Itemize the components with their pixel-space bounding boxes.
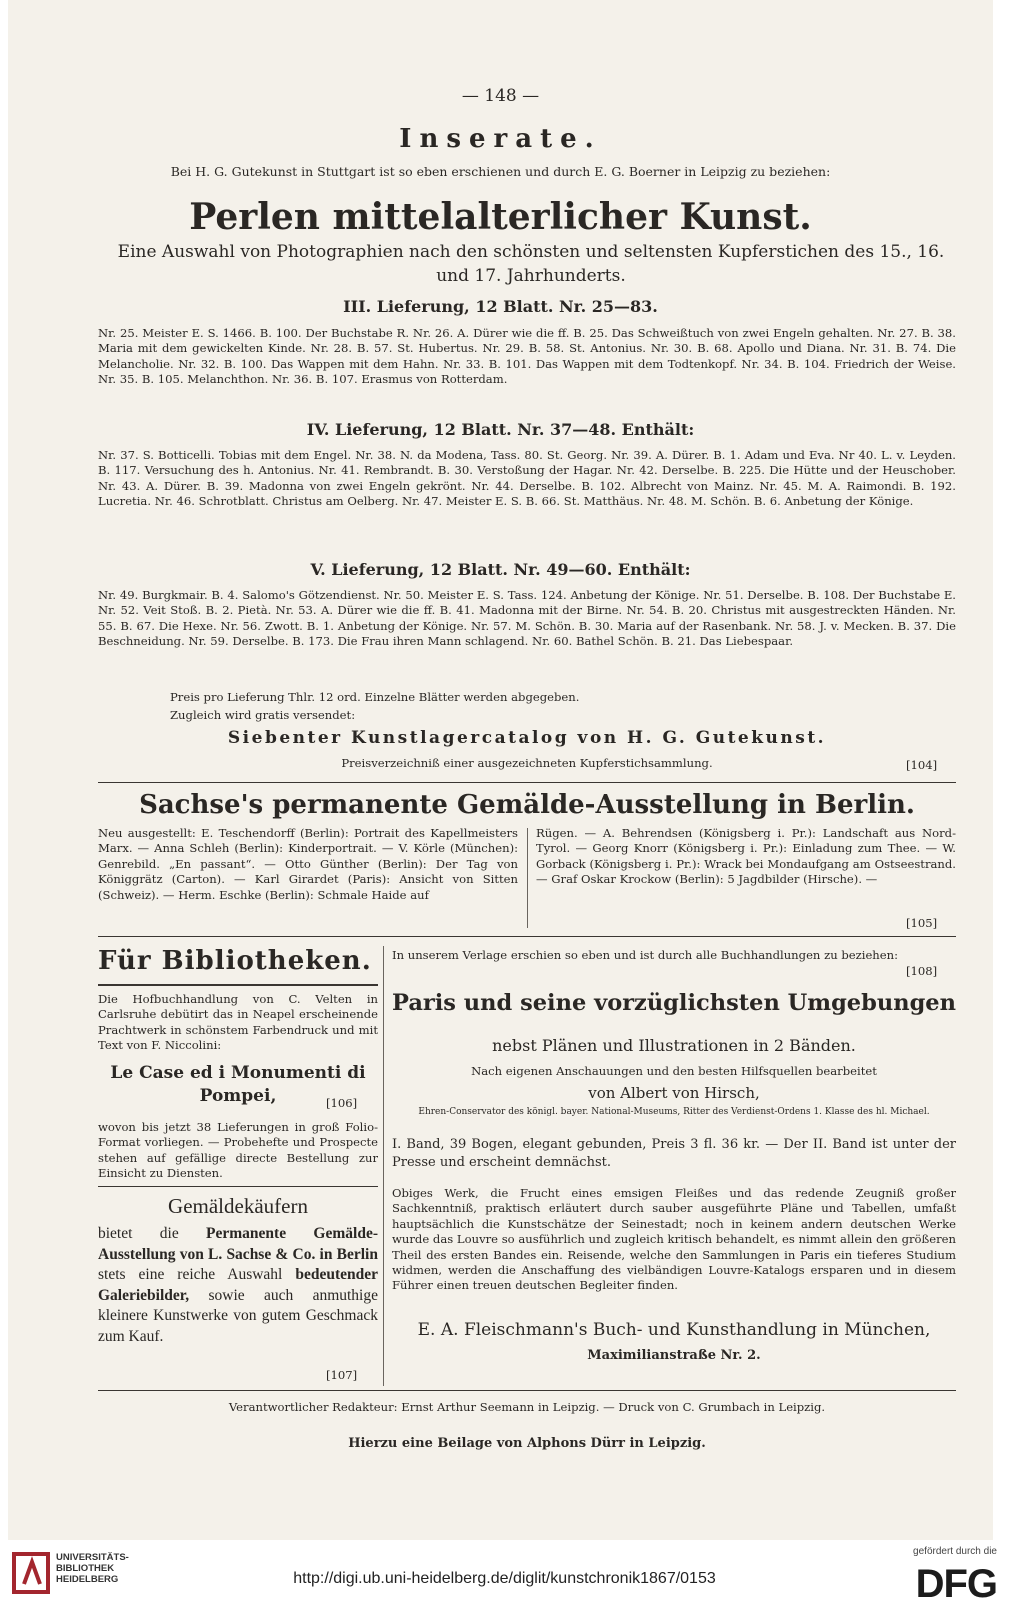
scanned-page: [8, 0, 993, 1540]
ad3-ref: [106]: [326, 1096, 358, 1110]
divider: [98, 1390, 956, 1391]
ad5-address: Maximilianstraße Nr. 2.: [587, 1348, 761, 1363]
ad5-ref: [108]: [906, 964, 938, 978]
page-number: — 148 —: [461, 86, 540, 106]
beilage-note: Hierzu eine Beilage von Alphons Dürr in Leipzig.: [348, 1436, 706, 1451]
divider: [98, 936, 956, 937]
section-title: Inserate.: [399, 124, 602, 154]
permalink-url[interactable]: http://digi.ub.uni-heidelberg.de/diglit/kunstchronik1867/0153: [293, 1570, 716, 1587]
lieferung-3-body: Nr. 25. Meister E. S. 1466. B. 100. Der Buchstabe R. Nr. 26. A. Dürer wie die ff. B. 25. Das Schweißtuch von zwei Engeln gehalten. Nr. 27. B. 38. Maria mit dem gewickelten Kinde. Nr. 28. B. 57. St. Hubertus. Nr. 29. B. 58. St. Antonius. Nr. 30. B. 68. Apollo und Diana. Nr. 31. B. 74. Die Melancholie. Nr. 32. B. 100. Das Wappen mit dem Hahn. Nr. 33. B. 101. Das Wappen mit dem Todtenkopf. Nr. 34. B. 104. Friedrich der Weise. Nr. 35. B. 105. Melanchthon. Nr. 36. B. 107. Erasmus von Rotterdam.: [98, 326, 956, 387]
divider: [98, 782, 956, 783]
lieferung-3-heading: III. Lieferung, 12 Blatt. Nr. 25—83.: [343, 297, 658, 316]
ad2-right-column: Rügen. — A. Behrendsen (Königsberg i. Pr.): Landschaft aus Nord-Tyrol. — Georg Knorr (Königsberg i. Pr.): Einladung zum Thee. — W. Gorback (Königsberg i. Pr.): Wrack bei Mondaufgang am Ostseestrand. — Graf Oskar Krockow (Berlin): 5 Jagdbilder (Hirsche). —: [536, 826, 956, 887]
ad4-ref: [107]: [326, 1368, 358, 1382]
ad1-title: Perlen mittelalterlicher Kunst.: [189, 196, 812, 238]
dfg-logo[interactable]: [881, 1546, 1001, 1610]
lieferung-5-heading: V. Lieferung, 12 Blatt. Nr. 49—60. Enthält:: [310, 560, 691, 579]
ad2-left-column: Neu ausgestellt: E. Teschendorff (Berlin): Portrait des Kapellmeisters Marx. — Anna Schleh (Berlin): Kinderportrait. — V. Körle (München): Genrebild. „En passant“. — Otto Günther (Berlin): Der Tag von Königgrätz (Carton). — Karl Girardet (Paris): Ansicht von Sitten (Schweiz). — Herm. Eschke (Berlin): Schmale Haide auf: [98, 826, 518, 902]
ad1-intro: Bei H. G. Gutekunst in Stuttgart ist so eben erschienen und durch E. G. Boerner in Leipzig zu beziehen:: [170, 164, 831, 179]
ad4-title: Gemäldekäufern: [168, 1194, 308, 1218]
ad3-body: Die Hofbuchhandlung von C. Velten in Carlsruhe debütirt das in Neapel erscheinende Prachtwerk in schönstem Farbendruck und mit Text von F. Niccolini:: [98, 992, 378, 1053]
ad5-title: Paris und seine vorzüglichsten Umgebungen: [392, 990, 956, 1016]
library-line: BIBLIOTHEK: [56, 1563, 115, 1574]
divider: [98, 1186, 378, 1187]
imprint: Verantwortlicher Redakteur: Ernst Arthur Seemann in Leipzig. — Druck von C. Grumbach in Leipzig.: [228, 1400, 826, 1414]
underline: [98, 984, 378, 986]
lieferung-4-heading: IV. Lieferung, 12 Blatt. Nr. 37—48. Enthält:: [306, 420, 695, 439]
ad3-body2: wovon bis jetzt 38 Lieferungen in groß Folio-Format vorliegen. — Probehefte und Prospecte stehen auf gefällige directe Bestellung zur Einsicht zu Diensten.: [98, 1120, 378, 1181]
ad2-title: Sachse's permanente Gemälde-Ausstellung in Berlin.: [139, 790, 915, 820]
ad4-body-end: sowie auch anmuthige kleinere Kunstwerke von gutem Geschmack zum Kauf.: [98, 1286, 378, 1345]
ad5-band: I. Band, 39 Bogen, elegant gebunden, Preis 3 fl. 36 kr. — Der II. Band ist unter der Presse und erscheint demnächst.: [392, 1137, 956, 1170]
ad5-publisher: E. A. Fleischmann's Buch- und Kunsthandlung in München,: [417, 1320, 931, 1340]
lieferung-4-body: Nr. 37. S. Botticelli. Tobias mit dem Engel. Nr. 38. N. da Modena, Tass. 80. St. Georg. Nr. 39. A. Dürer. B. 1. Adam und Eva. Nr 40. L. v. Leyden. B. 117. Versuchung des h. Antonius. Nr. 41. Rembrandt. B. 30. Verstoßung der Hagar. Nr. 42. Derselbe. B. 225. Die Hütte und der Heuschober. Nr. 43. A. Dürer. B. 39. Madonna von zwei Engeln gekrönt. Nr. 44. Derselbe. B. 102. Albrecht von Mainz. Nr. 45. M. A. Raimondi. B. 192. Lucretia. Nr. 46. Schrotblatt. Christus am Oelberg. Nr. 47. Meister E. S. B. 66. St. Matthäus. Nr. 48. M. Schön. B. 6. Anbetung der Könige.: [98, 448, 956, 509]
ad1-catalog: Siebenter Kunstlagercatalog von H. G. Gutekunst.: [227, 728, 827, 748]
ad4-body: [98, 1224, 378, 1368]
ad3-title: Für Bibliotheken.: [98, 946, 372, 976]
library-line: UNIVERSITÄTS-: [56, 1552, 129, 1563]
ad4-body-bold: Permanente Gemälde-Ausstellung von L. Sachse & Co. in Berlin: [98, 1225, 378, 1263]
ad4-body-mid: stets eine reiche Auswahl: [98, 1266, 283, 1283]
column-divider: [527, 828, 528, 928]
ad5-intro: In unserem Verlage erschien so eben und ist durch alle Buchhandlungen zu beziehen:: [392, 948, 899, 962]
ad5-author-note: Ehren-Conservator des königl. bayer. National-Museums, Ritter des Verdienst-Ordens 1. Klasse des hl. Michael.: [418, 1107, 930, 1117]
footer-bar: [0, 1540, 1009, 1616]
ad5-body: Obiges Werk, die Frucht eines emsigen Fleißes und das redende Zeugniß großer Sachkenntniß, praktisch erläutert durch sauber ausgeführte Pläne und Tabellen, umfaßt hauptsächlich die Kunstschätze der Seinestadt; noch in keinem andern deutschen Werke wurde das Louvre so ausführlich und zugleich kritisch behandelt, es nimmt allein den größeren Theil des ersten Bandes ein. Reisende, welche den Sammlungen in Paris ein tieferes Studium widmen, werden die Anschaffung des vielbändigen Louvre-Katalogs ersparen und in diesem Führer einen treuen deutschen Begleiter finden.: [392, 1186, 956, 1293]
library-line: HEIDELBERG: [56, 1574, 119, 1585]
funded-by-label: gefördert durch die: [913, 1546, 997, 1557]
ad1-price: Preis pro Lieferung Thlr. 12 ord. Einzelne Blätter werden abgegeben.: [170, 690, 580, 704]
ad5-author: von Albert von Hirsch,: [588, 1084, 760, 1102]
ad2-ref: [105]: [906, 916, 938, 930]
ad1-catalog-sub: Preisverzeichniß einer ausgezeichneten Kupferstichsammlung.: [341, 756, 713, 770]
lieferung-5-body: Nr. 49. Burgkmair. B. 4. Salomo's Götzendienst. Nr. 50. Meister E. S. Tass. 124. Anbetung der Könige. Nr. 51. Derselbe. B. 108. Der Buchstabe E. Nr. 52. Veit Stoß. B. 2. Pietà. Nr. 53. A. Dürer wie die ff. B. 41. Madonna mit der Birne. Nr. 54. B. 20. Christus mit ausgestreckten Händen. Nr. 55. B. 67. Die Hexe. Nr. 56. Zwott. B. 1. Anbetung der Könige. Nr. 57. M. Schön. B. 30. Maria auf der Rasenbank. Nr. 58. J. v. Mecken. B. 37. Die Beschneidung. Nr. 59. Derselbe. B. 173. Die Frau ihren Mann schlagend. Nr. 60. Bathel Schön. B. 21. Das Liebespaar.: [98, 588, 956, 649]
ad5-subtitle: nebst Plänen und Illustrationen in 2 Bänden.: [492, 1036, 856, 1055]
ad5-line1: Nach eigenen Anschauungen und den besten Hilfsquellen bearbeitet: [471, 1064, 877, 1078]
ad4-body-bold2: bedeutender Galeriebilder,: [98, 1266, 378, 1304]
ad1-subtitle: Eine Auswahl von Photographien nach den schönsten und seltensten Kupferstichen des 15., 16. und 17. Jahrhunderts.: [117, 242, 945, 286]
column-divider: [383, 946, 384, 1386]
ad1-gratis: Zugleich wird gratis versendet:: [170, 708, 356, 722]
ad4-body-pre: bietet die: [98, 1225, 179, 1242]
ad3-work: Le Case ed i Monumenti di Pompei,: [110, 1063, 366, 1106]
dfg-mark: DFG: [915, 1562, 997, 1606]
ad1-ref: [104]: [906, 758, 938, 772]
